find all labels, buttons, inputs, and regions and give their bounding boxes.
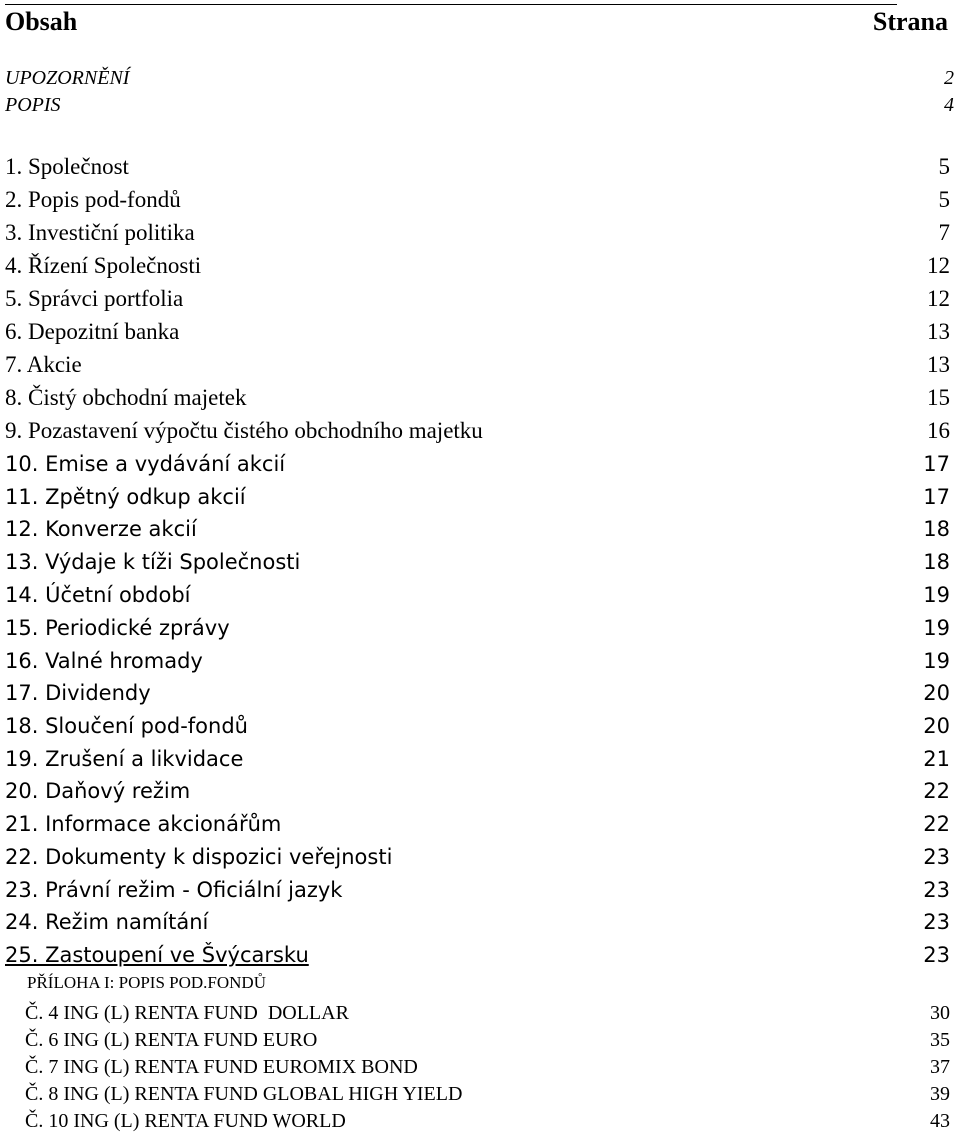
toc-entry-upozorneni[interactable]	[0, 65, 960, 91]
toc-entry-label: 19. Zrušení a likvidace	[5, 747, 244, 771]
toc-entry[interactable]	[0, 744, 960, 774]
toc-entry[interactable]	[0, 809, 960, 839]
toc-entry[interactable]	[0, 613, 960, 643]
annex-entry-label: Č. 6 ING (L) RENTA FUND EURO	[25, 1029, 318, 1051]
annex-entry-page: 39	[930, 1083, 950, 1105]
top-rule	[5, 4, 897, 5]
toc-entry-label: 13. Výdaje k tíži Společnosti	[5, 550, 301, 574]
annex-entry-label: Č. 7 ING (L) RENTA FUND EUROMIX BOND	[25, 1056, 418, 1078]
toc-entry[interactable]	[0, 284, 960, 314]
annex-entry[interactable]	[0, 1108, 960, 1134]
toc-entry-page: 5	[938, 154, 950, 179]
toc-entry-label: 3. Investiční politika	[5, 220, 195, 245]
toc-entry[interactable]	[0, 482, 960, 512]
toc-entry-label: 11. Zpětný odkup akcií	[5, 485, 246, 509]
toc-entry-label: 23. Právní režim - Oficiální jazyk	[5, 878, 343, 902]
annex-entry-page: 30	[930, 1002, 950, 1024]
annex-entry[interactable]	[0, 1027, 960, 1053]
toc-entry-label: 10. Emise a vydávání akcií	[5, 452, 286, 476]
toc-entry[interactable]	[0, 646, 960, 676]
toc-entry-label: 2. Popis pod-fondů	[5, 187, 181, 212]
toc-entry-page: 4	[944, 94, 954, 116]
annex-entry-label: Č. 4 ING (L) RENTA FUND DOLLAR	[25, 1002, 349, 1024]
toc-entry-link[interactable]	[0, 940, 960, 970]
toc-entry-label: 18. Sloučení pod-fondů	[5, 714, 248, 738]
toc-entry[interactable]	[0, 842, 960, 872]
toc-entry-page: 23	[923, 943, 950, 967]
toc-entry[interactable]	[0, 185, 960, 215]
toc-entry-label: 1. Společnost	[5, 154, 129, 179]
toc-entry-label: UPOZORNĚNÍ	[5, 67, 130, 89]
toc-entry-page: 23	[923, 845, 950, 869]
toc-entry[interactable]	[0, 580, 960, 610]
toc-entry-page: 12	[927, 286, 950, 311]
toc-entry-page: 23	[923, 878, 950, 902]
toc-entry-label: 17. Dividendy	[5, 681, 151, 705]
toc-entry-label: 8. Čistý obchodní majetek	[5, 385, 247, 410]
toc-entry[interactable]	[0, 152, 960, 182]
annex-entry-label: Č. 10 ING (L) RENTA FUND WORLD	[25, 1110, 346, 1132]
annex-entry[interactable]	[0, 1000, 960, 1026]
toc-title: Obsah	[5, 7, 78, 36]
toc-entry[interactable]	[0, 383, 960, 413]
toc-entry-label: POPIS	[5, 94, 61, 116]
toc-entry-page: 20	[923, 681, 950, 705]
toc-entry-page: 21	[923, 747, 950, 771]
annex-entry[interactable]	[0, 1081, 960, 1107]
toc-entry-label: 20. Daňový režim	[5, 779, 191, 803]
toc-entry[interactable]	[0, 547, 960, 577]
annex-entry-page: 37	[930, 1056, 950, 1078]
toc-entry-label: 16. Valné hromady	[5, 649, 203, 673]
toc-entry-label: 5. Správci portfolia	[5, 286, 184, 311]
toc-entry[interactable]	[0, 875, 960, 905]
toc-entry[interactable]	[0, 218, 960, 248]
toc-entry-page: 18	[923, 550, 950, 574]
toc-entry-page: 23	[923, 910, 950, 934]
toc-entry-label: 6. Depozitní banka	[5, 319, 180, 344]
toc-entry[interactable]	[0, 317, 960, 347]
annex-entry-label: Č. 8 ING (L) RENTA FUND GLOBAL HIGH YIELD	[25, 1083, 463, 1105]
toc-entry[interactable]	[0, 907, 960, 937]
toc-entry-label: 7. Akcie	[5, 352, 82, 377]
page-column-label: Strana	[872, 7, 948, 36]
toc-entry[interactable]	[0, 678, 960, 708]
toc-entry-page: 17	[923, 485, 950, 509]
toc-entry-page: 19	[923, 616, 950, 640]
toc-entry[interactable]	[0, 711, 960, 741]
toc-entry-page: 15	[927, 385, 950, 410]
toc-entry-label: 14. Účetní období	[5, 583, 191, 607]
toc-entry-page: 19	[923, 583, 950, 607]
annex-entry-page: 35	[930, 1029, 950, 1051]
toc-entry-page: 19	[923, 649, 950, 673]
toc-entry-label: 25. Zastoupení ve Švýcarsku	[5, 943, 309, 967]
toc-entry-page: 22	[923, 779, 950, 803]
toc-entry[interactable]	[0, 514, 960, 544]
toc-entry-label: 22. Dokumenty k dispozici veřejnosti	[5, 845, 393, 869]
toc-entry-page: 20	[923, 714, 950, 738]
toc-entry-page: 16	[927, 418, 950, 443]
toc-entry[interactable]	[0, 416, 960, 446]
toc-entry-page: 7	[938, 220, 950, 245]
toc-entry-page: 18	[923, 517, 950, 541]
toc-entry-label: 12. Konverze akcií	[5, 517, 197, 541]
toc-entry-label: 4. Řízení Společnosti	[5, 253, 202, 278]
toc-entry-popis[interactable]	[0, 92, 960, 118]
toc-entry-label: 9. Pozastavení výpočtu čistého obchodního majetku	[5, 418, 483, 443]
toc-entry-page: 2	[944, 67, 954, 89]
toc-entry-label: 15. Periodické zprávy	[5, 616, 230, 640]
toc-entry-label: 21. Informace akcionářům	[5, 812, 282, 836]
toc-entry[interactable]	[0, 449, 960, 479]
annex-entry[interactable]	[0, 1054, 960, 1080]
toc-entry-page: 13	[927, 352, 950, 377]
toc-entry-page: 13	[927, 319, 950, 344]
toc-entry-page: 12	[927, 253, 950, 278]
annex-title: PŘÍLOHA I: POPIS POD.FONDŮ	[27, 973, 266, 992]
toc-entry-label: 24. Režim namítání	[5, 910, 209, 934]
toc-entry[interactable]	[0, 251, 960, 281]
toc-entry[interactable]	[0, 776, 960, 806]
annex-entry-page: 43	[930, 1110, 950, 1132]
toc-entry-page: 5	[938, 187, 950, 212]
toc-entry-page: 17	[923, 452, 950, 476]
toc-entry-page: 22	[923, 812, 950, 836]
toc-entry[interactable]	[0, 350, 960, 380]
